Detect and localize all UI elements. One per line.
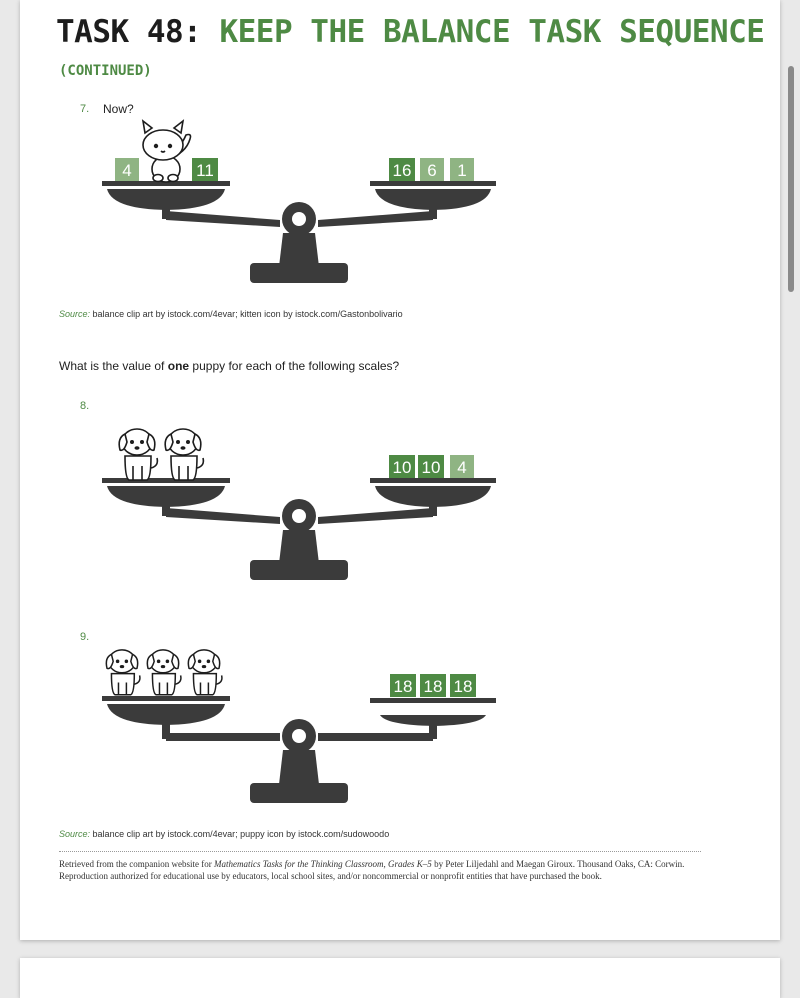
- instruction-after: puppy for each of the following scales?: [192, 359, 400, 373]
- instruction-before: What is the value of: [59, 359, 165, 373]
- instruction-bold: one: [167, 359, 190, 373]
- block-10: [389, 455, 415, 478]
- block-6: [420, 158, 444, 181]
- block-label: 11: [196, 161, 214, 180]
- puppy-icon: [119, 429, 157, 480]
- balance-scale-8: [0, 422, 800, 592]
- block-label: 4: [122, 161, 132, 180]
- block-4: [450, 455, 474, 478]
- scale-body: [102, 478, 496, 580]
- block-4: [115, 158, 139, 181]
- source-text: balance clip art by istock.com/4evar; kitten icon by istock.com/Gastonbolivario: [92, 309, 403, 319]
- scale-body: [102, 181, 496, 283]
- block-label: 18: [453, 677, 473, 696]
- block-label: 10: [392, 458, 412, 477]
- block-label: 18: [393, 677, 413, 696]
- next-page-edge: [20, 958, 780, 998]
- block-16: [389, 158, 415, 181]
- block-label: 6: [427, 161, 437, 180]
- footer-divider: [59, 851, 701, 852]
- scale-body: [102, 696, 496, 803]
- footer-text: by Peter Liljedahl and Maegan Giroux. Thousand Oaks, CA: Corwin. Reproduction authorized for educational use by educators, local school sites, and/or noncommercial or nonprofit entities that have purchased the book.: [59, 859, 685, 881]
- balance-scale-9: [0, 643, 800, 813]
- image-credit: [59, 829, 389, 839]
- continued-label: (CONTINUED): [59, 63, 152, 79]
- puppy-icon: [188, 650, 222, 695]
- task-number: TASK 48:: [56, 14, 202, 50]
- question-8-number: 8.: [80, 400, 90, 412]
- question-9-number: 9.: [80, 631, 90, 643]
- book-title: Mathematics Tasks for the Thinking Classroom, Grades K–5: [213, 859, 432, 869]
- block-11: [192, 158, 218, 181]
- block-18: [390, 674, 416, 697]
- source-label: Source:: [59, 829, 91, 839]
- balance-scale-7: [0, 125, 800, 295]
- task-name: KEEP THE BALANCE TASK SEQUENCE: [219, 14, 765, 50]
- block-18: [450, 674, 476, 697]
- instruction-text: [59, 359, 399, 373]
- block-label: 4: [457, 458, 467, 477]
- source-text: balance clip art by istock.com/4evar; puppy icon by istock.com/sudowoodo: [92, 829, 390, 839]
- block-10: [418, 455, 444, 478]
- puppy-icon: [106, 650, 140, 695]
- block-label: 1: [457, 161, 467, 180]
- page-title: [56, 14, 764, 50]
- image-credit: [59, 309, 403, 319]
- block-label: 18: [423, 677, 443, 696]
- block-18: [420, 674, 446, 697]
- footer-text: Retrieved from the companion website for: [59, 859, 212, 869]
- block-label: 10: [421, 458, 441, 477]
- block-label: 16: [392, 161, 412, 180]
- puppy-icon: [165, 429, 203, 480]
- block-1: [450, 158, 474, 181]
- question-7-text: Now?: [103, 102, 134, 116]
- puppy-icon: [147, 650, 181, 695]
- source-label: Source:: [59, 309, 91, 319]
- kitten-icon: [143, 121, 191, 182]
- copyright-footer: [59, 858, 709, 882]
- question-7-number: 7.: [80, 103, 90, 115]
